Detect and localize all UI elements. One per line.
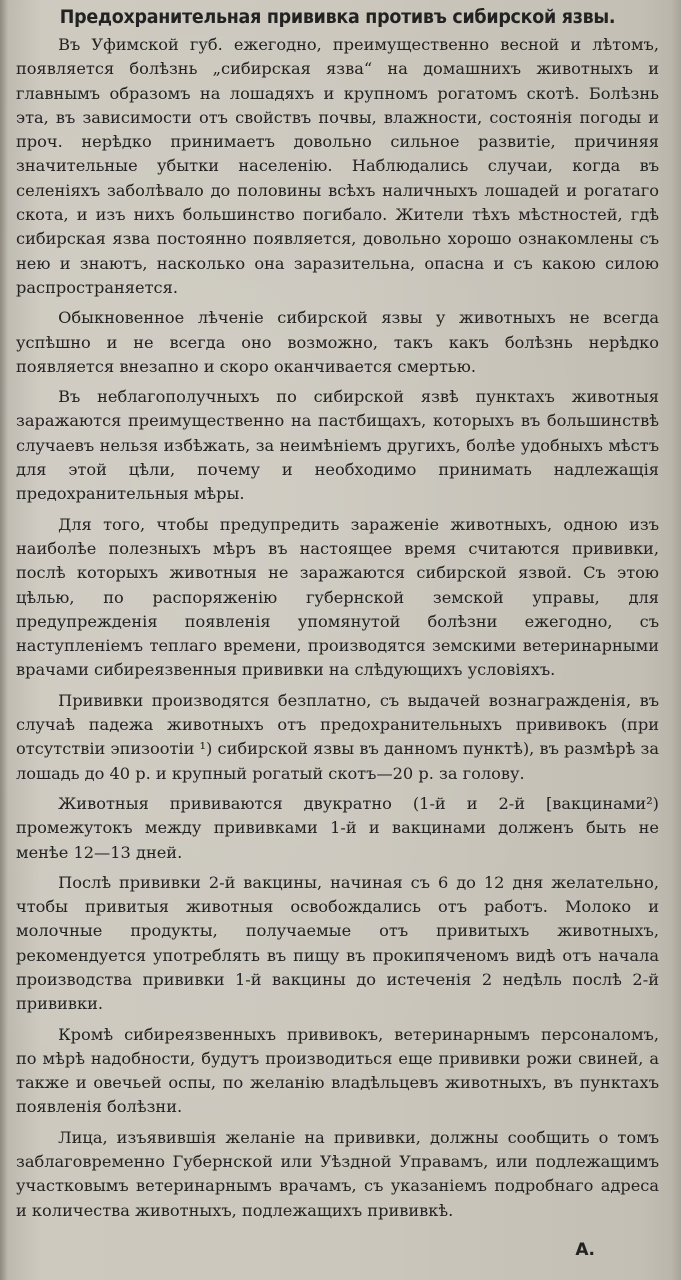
article-body [16, 33, 659, 1223]
page-edge-shadow-right [671, 0, 681, 1280]
paragraph-aftercare: Послѣ прививки 2-й вакцины, начиная съ 6 до 12 дня желательно, чтобы привитыя животныя освобождались отъ работъ. Молоко и молочные продукты, получаемые отъ привитыхъ животныхъ, рекомендуется употреблять въ пищу въ прокипяченомъ видѣ отъ начала производства прививки 1-й вакцины до истеченія 2 недѣль послѣ 2-й прививки. [16, 872, 659, 1014]
paragraph-schedule: Животныя прививаются двукратно (1-й и 2-й [вакцинами²) промежутокъ между прививками 1-й и вакцинами долженъ быть не менѣе 12—13 дней. [16, 793, 659, 862]
paragraph-compensation: Прививки производятся безплатно, съ выдачей вознагражденія, въ случаѣ падежа животныхъ отъ предохранительныхъ прививокъ (при отсутствіи эпизоотіи ¹) сибирской язвы въ данномъ пунктѣ), въ размѣрѣ за лошадь до 40 р. и крупный рогатый скотъ—20 р. за голову. [16, 690, 659, 783]
paragraph-how-to-apply: Лица, изъявившія желаніе на прививки, должны сообщить о томъ заблаговременно Губернской или Уѣздной Управамъ, или подлежащимъ участковымъ ветеринарнымъ врачамъ, съ указаніемъ подробнаго адреса и количества животныхъ, подлежащихъ прививкѣ. [16, 1127, 659, 1220]
paragraph-treatment: Обыкновенное лѣченіе сибирской язвы у животныхъ не всегда успѣшно и не всегда оно возможно, такъ какъ болѣзнь нерѣдко появляется внезапно и скоро оканчивается смертью. [16, 308, 659, 376]
paragraph-other-vaccines: Кромѣ сибиреязвенныхъ прививокъ, ветеринарнымъ персоналомъ, по мѣрѣ надобности, будутъ производиться еще прививки рожи свиней, а также и овечьей оспы, по желанію владѣльцевъ животныхъ, въ пунктахъ появленія болѣзни. [16, 1024, 659, 1117]
paragraph-vaccination: Для того, чтобы предупредить зараженіе животныхъ, одною изъ наиболѣе полезныхъ мѣръ въ настоящее время считаются прививки, послѣ которыхъ животныя не заражаются сибирской язвой. Съ этою цѣлью, по распоряженію губернской земской управы, для предупрежденія появленія упомянутой болѣзни ежегодно, съ наступленіемъ теплаго времени, производятся земскими ветеринарными врачами сибиреязвенныя прививки на слѣдующихъ условіяхъ. [16, 514, 659, 680]
paragraph-outbreak: Въ Уфимской губ. ежегодно, преимущественно весной и лѣтомъ, появляется болѣзнь „сибирская язва“ на домашнихъ животныхъ и главнымъ образомъ на лошадяхъ и крупномъ рогатомъ скотѣ. Болѣзнь эта, въ зависимости отъ свойствъ почвы, влажности, состоянія погоды и проч. нерѣдко принимаетъ довольно сильное развитіе, причиняя значительные убытки населенію. Наблюдались случаи, когда въ селеніяхъ заболѣвало до половины всѣхъ наличныхъ лошадей и рогатаго скота, и изъ нихъ большинство погибало. Жители тѣхъ мѣстностей, гдѣ сибирская язва постоянно появляется, довольно хорошо ознакомлены съ нею и знаютъ, насколько она заразительна, опасна и съ какою силою распространяется. [16, 35, 659, 297]
article-title: Предохранительная прививка противъ сибирской язвы. [59, 6, 616, 28]
page-edge-shadow [0, 0, 8, 1280]
paragraph-pastures: Въ неблагополучныхъ по сибирской язвѣ пунктахъ животныя заражаются преимущественно на пастбищахъ, которыхъ въ большинствѣ случаевъ нельзя избѣжать, за неимѣніемъ другихъ, болѣе удобныхъ мѣстъ для этой цѣли, почему и необходимо принимать надлежащія предохранительныя мѣры. [16, 387, 659, 504]
author-signature: А. [575, 1240, 595, 1260]
